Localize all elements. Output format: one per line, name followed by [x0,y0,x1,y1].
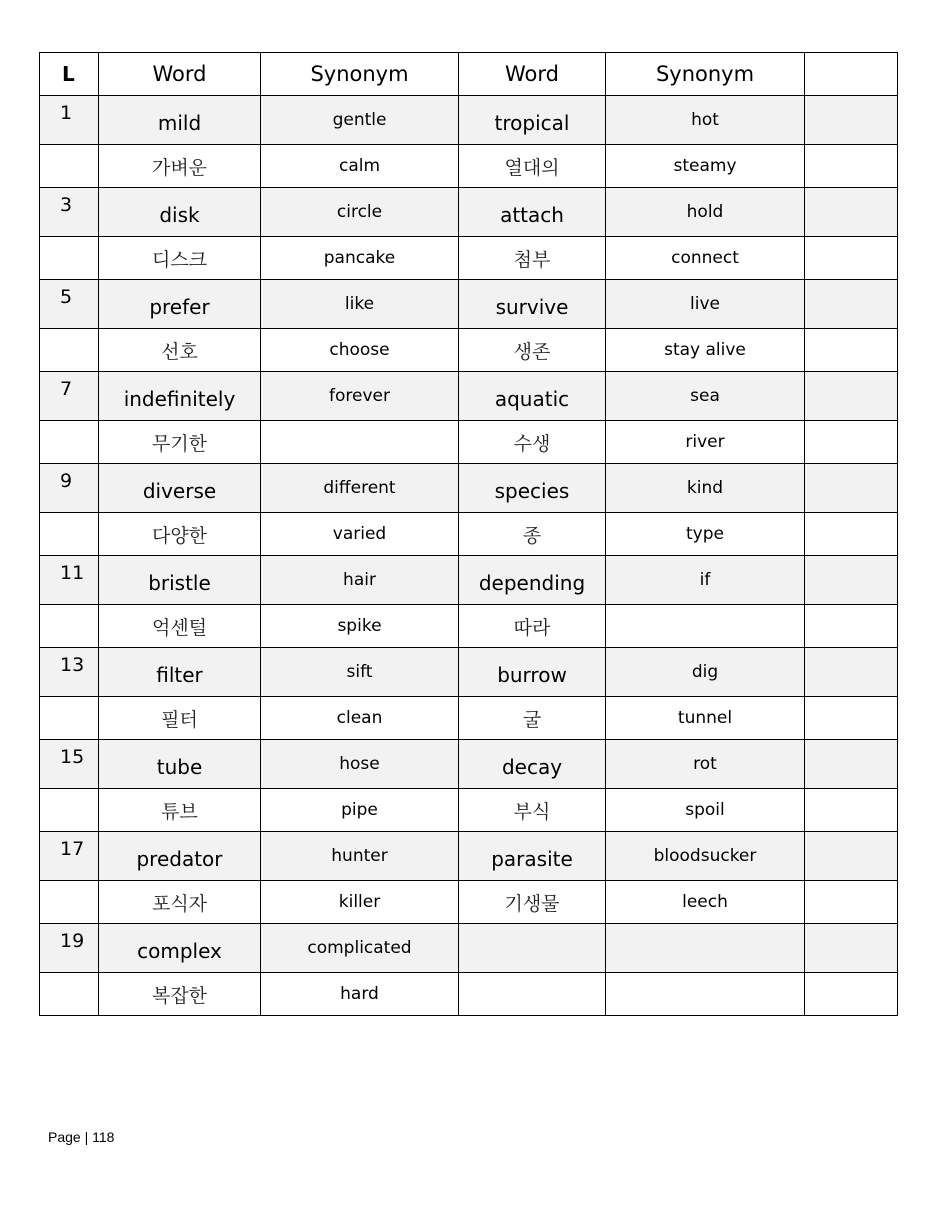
english-word: attach [459,188,606,237]
empty-cell [805,556,898,605]
synonym-cell: pancake [261,237,459,280]
empty-cell [805,372,898,421]
header-word-1: Word [99,53,261,96]
english-word: parasite [459,832,606,881]
korean-word: 복잡한 [99,973,261,1016]
synonym-cell [606,973,805,1016]
table-row [40,881,898,924]
empty-cell [805,188,898,237]
english-word: aquatic [459,372,606,421]
table-row [40,648,898,697]
header-word-2: Word [459,53,606,96]
row-number: 15 [40,740,99,789]
synonym-cell: hold [606,188,805,237]
synonym-cell: clean [261,697,459,740]
row-number: 17 [40,832,99,881]
synonym-cell: killer [261,881,459,924]
empty-cell [40,145,99,188]
synonym-cell: leech [606,881,805,924]
empty-cell [40,973,99,1016]
table-body [40,96,898,1016]
empty-cell [40,881,99,924]
synonym-cell: connect [606,237,805,280]
english-word: decay [459,740,606,789]
synonym-cell: spoil [606,789,805,832]
empty-cell [805,789,898,832]
korean-word: 수생 [459,421,606,464]
synonym-cell: complicated [261,924,459,973]
table-row [40,973,898,1016]
english-word: predator [99,832,261,881]
empty-cell [805,237,898,280]
row-number: 9 [40,464,99,513]
english-word: filter [99,648,261,697]
empty-cell [805,740,898,789]
table-row [40,740,898,789]
table-row [40,96,898,145]
english-word: bristle [99,556,261,605]
row-number: 13 [40,648,99,697]
synonym-cell: dig [606,648,805,697]
synonym-cell: steamy [606,145,805,188]
empty-cell [805,973,898,1016]
synonym-cell: hard [261,973,459,1016]
synonym-cell: river [606,421,805,464]
synonym-cell: calm [261,145,459,188]
korean-word: 다양한 [99,513,261,556]
english-word [459,924,606,973]
english-word: mild [99,96,261,145]
empty-cell [805,648,898,697]
table-row [40,280,898,329]
row-number: 19 [40,924,99,973]
synonym-cell: hunter [261,832,459,881]
synonym-cell: spike [261,605,459,648]
empty-cell [805,96,898,145]
synonym-cell: type [606,513,805,556]
empty-cell [40,237,99,280]
table-row [40,188,898,237]
empty-cell [40,329,99,372]
korean-word: 종 [459,513,606,556]
synonym-cell: forever [261,372,459,421]
korean-word: 선호 [99,329,261,372]
english-word: depending [459,556,606,605]
empty-cell [40,421,99,464]
empty-cell [805,421,898,464]
korean-word: 포식자 [99,881,261,924]
korean-word: 첨부 [459,237,606,280]
korean-word: 생존 [459,329,606,372]
table-row [40,421,898,464]
empty-cell [40,789,99,832]
table-row [40,697,898,740]
synonym-cell: gentle [261,96,459,145]
synonym-cell: hair [261,556,459,605]
korean-word: 기생물 [459,881,606,924]
table-row [40,237,898,280]
english-word: tube [99,740,261,789]
synonym-cell: tunnel [606,697,805,740]
english-word: complex [99,924,261,973]
table-row [40,605,898,648]
table-row [40,513,898,556]
synonym-cell: varied [261,513,459,556]
korean-word: 굴 [459,697,606,740]
korean-word: 디스크 [99,237,261,280]
korean-word: 억센털 [99,605,261,648]
english-word: prefer [99,280,261,329]
synonym-cell: like [261,280,459,329]
table-row [40,145,898,188]
english-word: burrow [459,648,606,697]
row-number: 3 [40,188,99,237]
korean-word: 열대의 [459,145,606,188]
empty-cell [805,145,898,188]
english-word: species [459,464,606,513]
english-word: survive [459,280,606,329]
header-synonym-1: Synonym [261,53,459,96]
korean-word: 가벼운 [99,145,261,188]
empty-cell [805,697,898,740]
table-row [40,464,898,513]
row-number: 1 [40,96,99,145]
korean-word: 부식 [459,789,606,832]
synonym-cell: rot [606,740,805,789]
synonym-cell: different [261,464,459,513]
korean-word: 무기한 [99,421,261,464]
empty-cell [805,513,898,556]
empty-cell [40,697,99,740]
synonym-cell: live [606,280,805,329]
vocabulary-table [39,52,898,1016]
synonym-cell: bloodsucker [606,832,805,881]
english-word: indefinitely [99,372,261,421]
synonym-cell: sift [261,648,459,697]
table-row [40,789,898,832]
synonym-cell: if [606,556,805,605]
empty-cell [805,924,898,973]
english-word: tropical [459,96,606,145]
empty-cell [40,605,99,648]
empty-cell [805,881,898,924]
korean-word: 튜브 [99,789,261,832]
english-word: disk [99,188,261,237]
empty-cell [805,280,898,329]
korean-word [459,973,606,1016]
korean-word: 필터 [99,697,261,740]
synonym-cell [261,421,459,464]
row-number: 11 [40,556,99,605]
synonym-cell: kind [606,464,805,513]
row-number: 5 [40,280,99,329]
empty-cell [805,329,898,372]
synonym-cell [606,924,805,973]
synonym-cell: stay alive [606,329,805,372]
synonym-cell [606,605,805,648]
page-number: Page | 118 [48,1129,115,1145]
synonym-cell: pipe [261,789,459,832]
table-row [40,924,898,973]
synonym-cell: hose [261,740,459,789]
header-extra [805,53,898,96]
korean-word: 따라 [459,605,606,648]
english-word: diverse [99,464,261,513]
empty-cell [805,464,898,513]
synonym-cell: choose [261,329,459,372]
table-row [40,372,898,421]
empty-cell [805,832,898,881]
synonym-cell: sea [606,372,805,421]
row-number: 7 [40,372,99,421]
header-l: L [40,53,99,96]
header-row [40,53,898,96]
empty-cell [40,513,99,556]
table-row [40,556,898,605]
synonym-cell: circle [261,188,459,237]
table-row [40,329,898,372]
synonym-cell: hot [606,96,805,145]
header-synonym-2: Synonym [606,53,805,96]
empty-cell [805,605,898,648]
table-row [40,832,898,881]
